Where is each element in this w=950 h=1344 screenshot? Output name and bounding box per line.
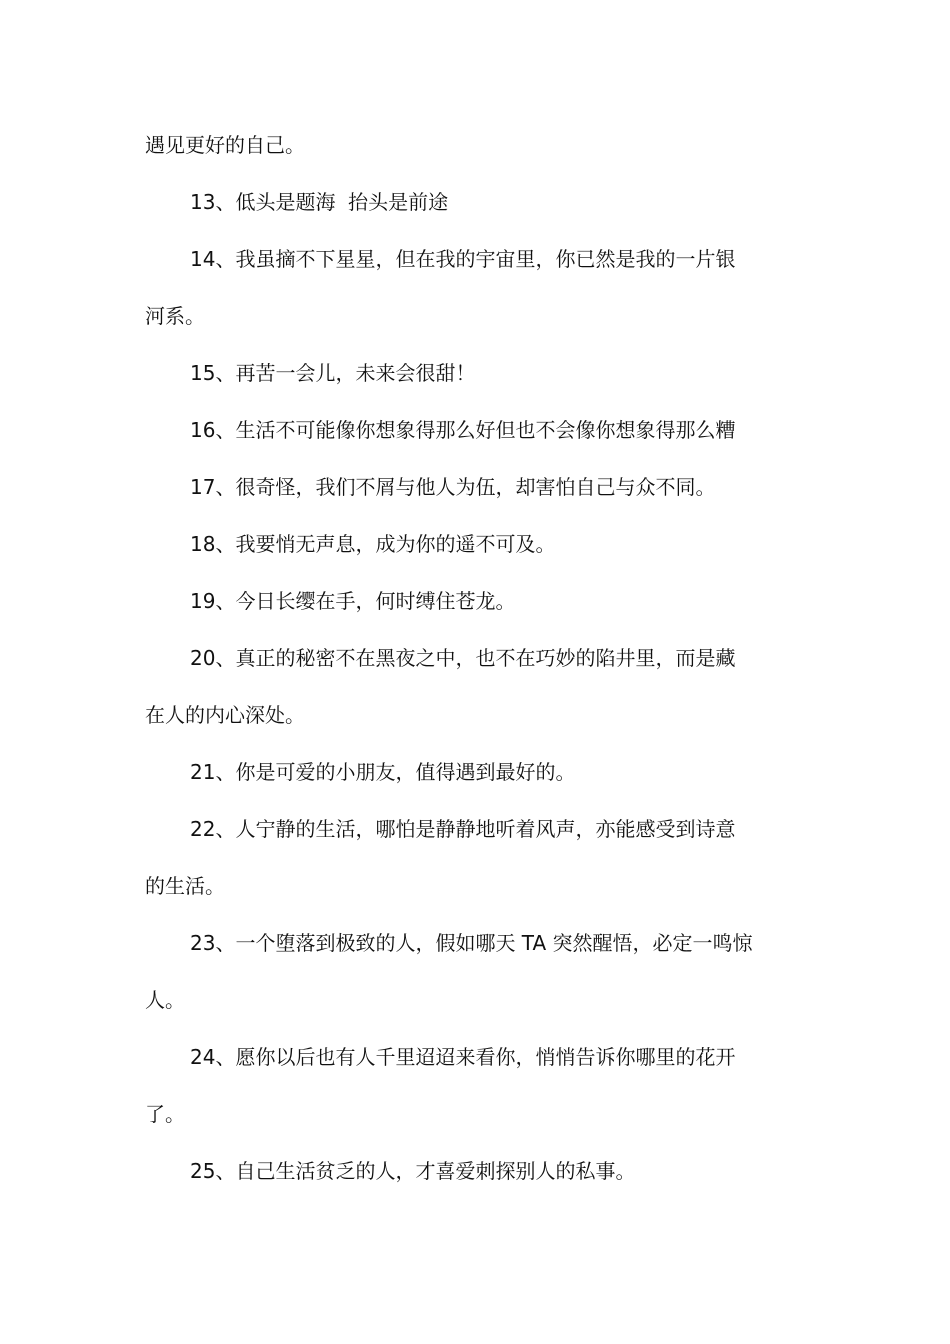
text-line: 了。 — [145, 1102, 185, 1126]
text-line: 16、生活不可能像你想象得那么好但也不会像你想象得那么糟 — [190, 418, 736, 442]
text-line: 23、一个堕落到极致的人，假如哪天 TA 突然醒悟，必定一鸣惊 — [190, 931, 753, 955]
text-line: 22、人宁静的生活，哪怕是静静地听着风声，亦能感受到诗意 — [190, 817, 736, 841]
text-line: 遇见更好的自己。 — [145, 133, 305, 157]
text-line: 14、我虽摘不下星星，但在我的宇宙里，你已然是我的一片银 — [190, 247, 736, 271]
text-line: 的生活。 — [145, 874, 225, 898]
text-line: 25、自己生活贫乏的人，才喜爱刺探别人的私事。 — [190, 1159, 636, 1183]
text-line: 24、愿你以后也有人千里迢迢来看你，悄悄告诉你哪里的花开 — [190, 1045, 736, 1069]
text-line: 13、低头是题海 抬头是前途 — [190, 190, 449, 214]
text-line: 21、你是可爱的小朋友，值得遇到最好的。 — [190, 760, 576, 784]
text-line: 18、我要悄无声息，成为你的遥不可及。 — [190, 532, 556, 556]
text-line: 20、真正的秘密不在黑夜之中，也不在巧妙的陷井里，而是藏 — [190, 646, 736, 670]
text-line: 17、很奇怪，我们不屑与他人为伍，却害怕自己与众不同。 — [190, 475, 716, 499]
text-line: 15、再苦一会儿，未来会很甜！ — [190, 361, 476, 385]
document-body — [145, 131, 810, 1214]
text-line: 人。 — [145, 988, 185, 1012]
text-line: 河系。 — [145, 304, 205, 328]
text-line: 在人的内心深处。 — [145, 703, 305, 727]
text-line: 19、今日长缨在手，何时缚住苍龙。 — [190, 589, 516, 613]
